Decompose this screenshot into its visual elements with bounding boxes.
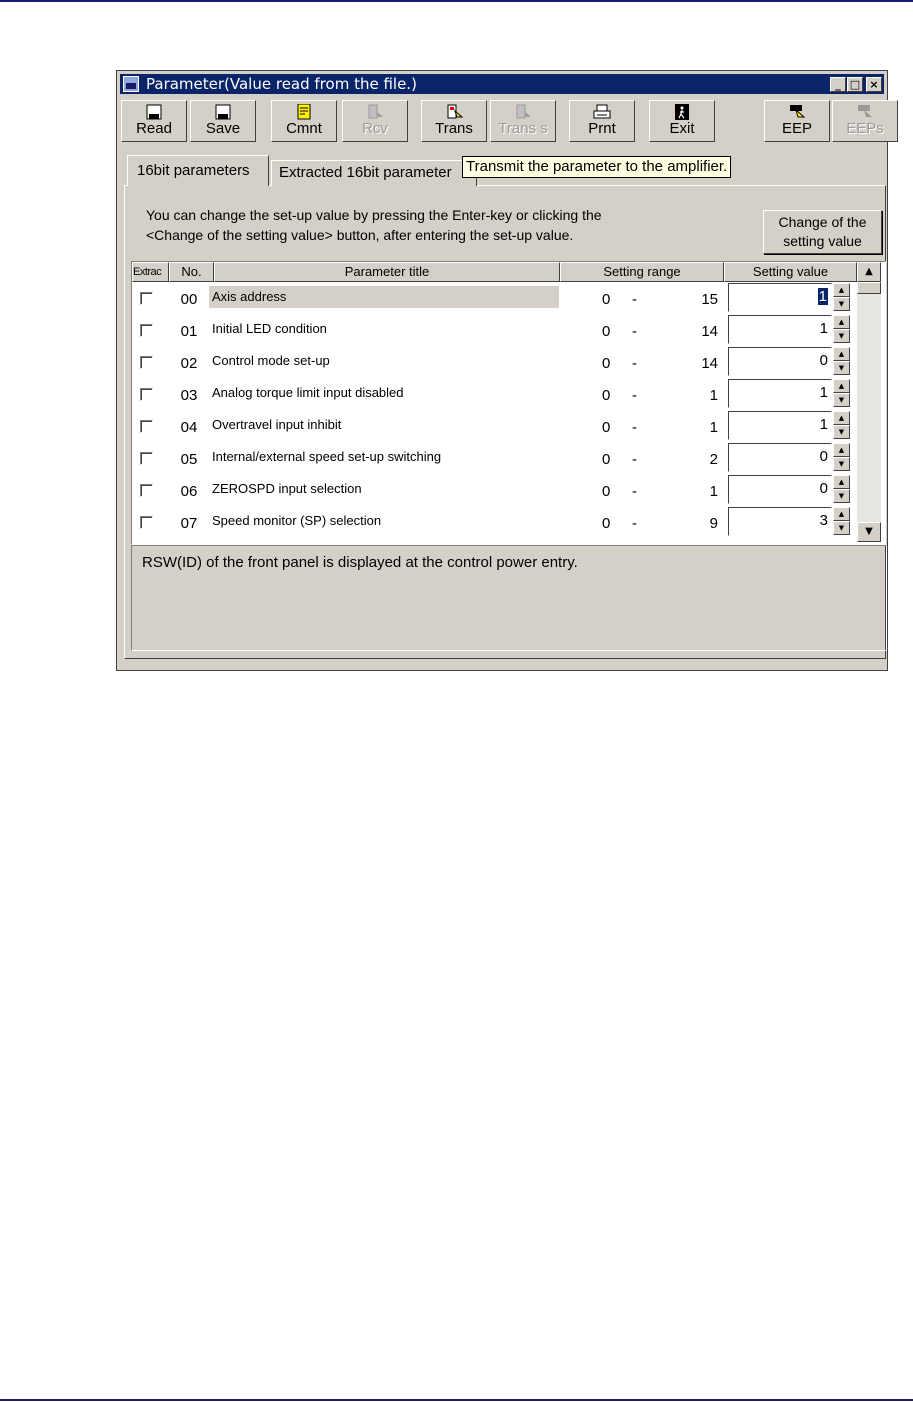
spin-down-icon[interactable]: ▼ bbox=[833, 361, 850, 375]
scroll-down-icon[interactable]: ▼ bbox=[857, 522, 881, 542]
range-max: 1 bbox=[709, 483, 718, 500]
param-title: Overtravel input inhibit bbox=[212, 417, 342, 432]
save-button[interactable]: Save bbox=[190, 100, 256, 142]
spin-down-icon[interactable]: ▼ bbox=[833, 521, 850, 535]
table-row[interactable] bbox=[132, 442, 855, 474]
header-no[interactable]: No. bbox=[169, 262, 214, 282]
maximize-button[interactable]: □ bbox=[847, 77, 863, 92]
spin-up-icon[interactable]: ▲ bbox=[833, 507, 850, 521]
extract-checkbox[interactable] bbox=[140, 484, 153, 497]
param-number: 06 bbox=[180, 483, 198, 500]
receive-icon bbox=[365, 104, 385, 120]
eep-icon bbox=[787, 104, 807, 120]
param-number: 01 bbox=[180, 323, 198, 340]
table-row[interactable] bbox=[132, 506, 855, 538]
header-extract[interactable]: Extrac bbox=[132, 262, 169, 282]
range-dash: - bbox=[632, 515, 637, 532]
range-min: 0 bbox=[602, 419, 611, 436]
spin-down-icon[interactable]: ▼ bbox=[833, 329, 850, 343]
transmit-icon bbox=[444, 104, 464, 120]
receive-button[interactable]: Rcv bbox=[342, 100, 408, 142]
param-number: 05 bbox=[180, 451, 198, 468]
range-max: 1 bbox=[709, 419, 718, 436]
close-button[interactable]: × bbox=[866, 77, 882, 92]
param-title: ZEROSPD input selection bbox=[212, 481, 362, 496]
page-bottom-rule bbox=[0, 1399, 913, 1401]
param-title: Control mode set-up bbox=[212, 353, 330, 368]
title-bar[interactable] bbox=[120, 74, 884, 94]
range-min: 0 bbox=[602, 291, 611, 308]
table-row[interactable] bbox=[132, 410, 855, 442]
param-title: Internal/external speed set-up switching bbox=[212, 449, 442, 464]
app-icon[interactable] bbox=[123, 76, 139, 92]
transmit-s-icon bbox=[513, 104, 533, 120]
setting-value-input[interactable]: 0 bbox=[728, 475, 832, 504]
header-setting-range[interactable]: Setting range bbox=[560, 262, 724, 282]
range-dash: - bbox=[632, 483, 637, 500]
extract-checkbox[interactable] bbox=[140, 420, 153, 433]
param-title: Analog torque limit input disabled bbox=[212, 385, 404, 400]
spin-down-icon[interactable]: ▼ bbox=[833, 425, 850, 439]
range-max: 9 bbox=[709, 515, 718, 532]
header-setting-value[interactable]: Setting value bbox=[724, 262, 857, 282]
range-min: 0 bbox=[602, 323, 611, 340]
extract-checkbox[interactable] bbox=[140, 452, 153, 465]
change-setting-value-button[interactable] bbox=[763, 210, 882, 254]
spin-up-icon[interactable]: ▲ bbox=[833, 315, 850, 329]
extract-checkbox[interactable] bbox=[140, 292, 153, 305]
exit-icon bbox=[672, 104, 692, 120]
spin-up-icon[interactable]: ▲ bbox=[833, 379, 850, 393]
range-dash: - bbox=[632, 291, 637, 308]
toolbar bbox=[120, 96, 884, 146]
spin-up-icon[interactable]: ▲ bbox=[833, 283, 850, 297]
range-max: 14 bbox=[701, 323, 718, 340]
setting-value-input[interactable]: 0 bbox=[728, 443, 832, 472]
range-min: 0 bbox=[602, 451, 611, 468]
range-dash: - bbox=[632, 387, 637, 404]
parameter-description: RSW(ID) of the front panel is displayed at the control power entry. bbox=[131, 545, 887, 651]
tab-extracted-16bit-parameter[interactable]: Extracted 16bit parameter bbox=[271, 160, 477, 186]
range-min: 0 bbox=[602, 355, 611, 372]
setting-value-input[interactable]: 1 bbox=[728, 379, 832, 408]
param-title: Speed monitor (SP) selection bbox=[212, 513, 382, 528]
setting-value-input[interactable]: 0 bbox=[728, 347, 832, 376]
range-min: 0 bbox=[602, 483, 611, 500]
range-dash: - bbox=[632, 355, 637, 372]
instructions-line-1: You can change the set-up value by pressing the Enter-key or clicking the bbox=[146, 207, 602, 223]
spin-up-icon[interactable]: ▲ bbox=[833, 475, 850, 489]
eeps-icon bbox=[855, 104, 875, 120]
table-row[interactable] bbox=[132, 346, 855, 378]
value-spinner[interactable] bbox=[833, 283, 850, 312]
parameter-grid bbox=[131, 261, 886, 545]
value-spinner[interactable] bbox=[833, 475, 850, 504]
value-spinner[interactable] bbox=[833, 443, 850, 472]
extract-checkbox[interactable] bbox=[140, 516, 153, 529]
spin-down-icon[interactable]: ▼ bbox=[833, 297, 850, 311]
vertical-scrollbar[interactable] bbox=[857, 262, 881, 542]
note-icon bbox=[294, 104, 314, 120]
value-spinner[interactable] bbox=[833, 411, 850, 440]
range-max: 14 bbox=[701, 355, 718, 372]
extract-checkbox[interactable] bbox=[140, 388, 153, 401]
transmit-tooltip: Transmit the parameter to the amplifier. bbox=[462, 156, 731, 178]
spin-up-icon[interactable]: ▲ bbox=[833, 347, 850, 361]
spin-down-icon[interactable]: ▼ bbox=[833, 457, 850, 471]
table-row[interactable] bbox=[132, 314, 855, 346]
tab-16bit-parameters[interactable]: 16bit parameters bbox=[127, 155, 269, 186]
range-min: 0 bbox=[602, 387, 611, 404]
param-title: Initial LED condition bbox=[212, 321, 327, 336]
range-max: 2 bbox=[709, 451, 718, 468]
minimize-button[interactable]: _ bbox=[830, 77, 846, 92]
window-title: Parameter(Value read from the file.) bbox=[146, 75, 417, 93]
range-max: 1 bbox=[709, 387, 718, 404]
range-min: 0 bbox=[602, 515, 611, 532]
spin-down-icon[interactable]: ▼ bbox=[833, 393, 850, 407]
range-dash: - bbox=[632, 323, 637, 340]
param-number: 03 bbox=[180, 387, 198, 404]
header-parameter-title[interactable]: Parameter title bbox=[214, 262, 560, 282]
extract-checkbox[interactable] bbox=[140, 356, 153, 369]
table-row[interactable] bbox=[132, 378, 855, 410]
printer-icon bbox=[592, 104, 612, 120]
scroll-up-icon[interactable]: ▲ bbox=[857, 262, 881, 282]
table-row[interactable] bbox=[132, 282, 855, 314]
setting-value-input[interactable]: 1 bbox=[728, 411, 832, 440]
range-dash: - bbox=[632, 451, 637, 468]
disk-save-icon bbox=[213, 104, 233, 120]
instructions-line-2: <Change of the setting value> button, after entering the set-up value. bbox=[146, 227, 574, 243]
transmit-button[interactable]: Trans bbox=[421, 100, 487, 142]
setting-value-input[interactable]: 3 bbox=[728, 507, 832, 536]
instructions-text bbox=[146, 205, 736, 245]
eeps-button[interactable]: EEPs bbox=[832, 100, 898, 142]
value-spinner[interactable] bbox=[833, 347, 850, 376]
setting-value-input[interactable]: 1 bbox=[728, 315, 832, 344]
setting-value-text: 1 bbox=[818, 288, 827, 305]
table-row[interactable] bbox=[132, 474, 855, 506]
param-number: 07 bbox=[180, 515, 198, 532]
extract-checkbox[interactable] bbox=[140, 324, 153, 337]
change-button-line-2: setting value bbox=[783, 233, 862, 249]
value-spinner[interactable] bbox=[833, 315, 850, 344]
value-spinner[interactable] bbox=[833, 379, 850, 408]
transmit-s-button[interactable]: Trans s bbox=[490, 100, 556, 142]
spin-up-icon[interactable]: ▲ bbox=[833, 443, 850, 457]
value-spinner[interactable] bbox=[833, 507, 850, 536]
param-number: 04 bbox=[180, 419, 198, 436]
change-button-line-1: Change of the bbox=[778, 214, 867, 230]
param-number: 02 bbox=[180, 355, 198, 372]
comment-button[interactable]: Cmnt bbox=[271, 100, 337, 142]
param-number: 00 bbox=[180, 291, 198, 308]
disk-read-icon bbox=[144, 104, 164, 120]
param-title: Axis address bbox=[209, 286, 559, 308]
spin-down-icon[interactable]: ▼ bbox=[833, 489, 850, 503]
scroll-thumb[interactable] bbox=[857, 282, 881, 294]
exit-button[interactable]: Exit bbox=[649, 100, 715, 142]
spin-up-icon[interactable]: ▲ bbox=[833, 411, 850, 425]
setting-value-input[interactable] bbox=[728, 283, 832, 312]
page-top-rule bbox=[0, 0, 913, 2]
eep-button[interactable]: EEP bbox=[764, 100, 830, 142]
print-button[interactable]: Prnt bbox=[569, 100, 635, 142]
read-button[interactable]: Read bbox=[121, 100, 187, 142]
range-max: 15 bbox=[701, 291, 718, 308]
range-dash: - bbox=[632, 419, 637, 436]
